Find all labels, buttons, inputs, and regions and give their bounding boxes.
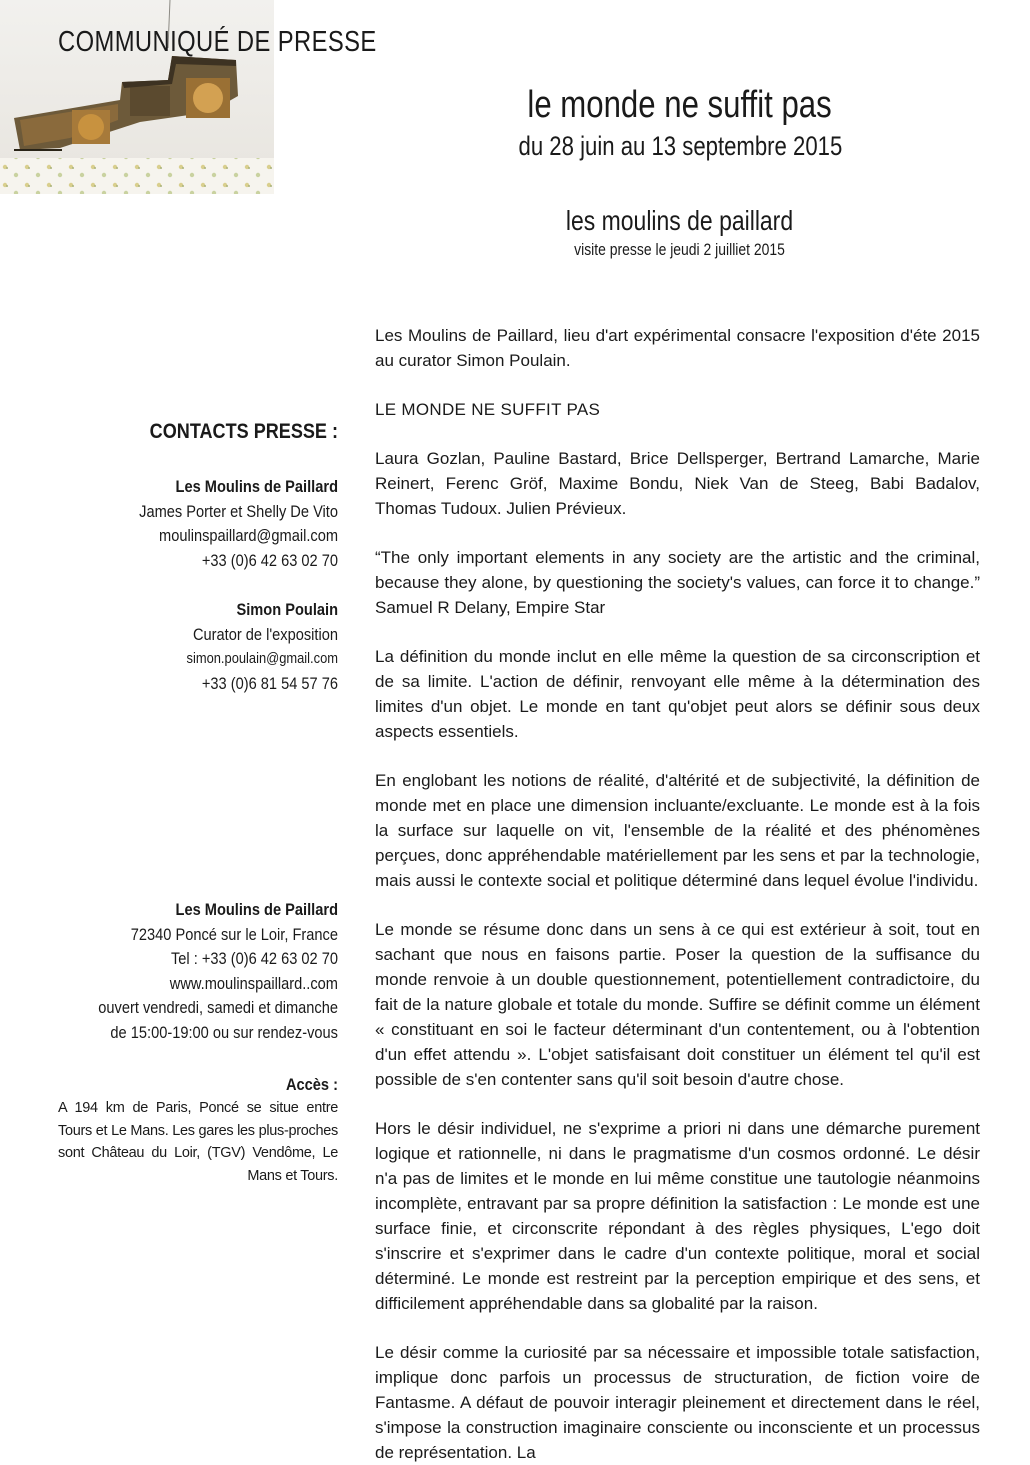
contacts-heading (38, 420, 338, 445)
access-heading-text: Accès : (285, 1075, 338, 1094)
venue-hours-2: de 15:00-19:00 ou sur rendez-vous (110, 1022, 338, 1042)
exhibition-heading: LE MONDE NE SUFFIT PAS (375, 400, 601, 419)
contact-curator-role: Curator de l'exposition (192, 624, 338, 644)
paragraph-4: Hors le désir individuel, ne s'exprime a priori ni dans une démarche purement logique et rationnelle, ni dans le pragmatisme d'un cosmos ordonné. Le désir n'a pas de limites et le monde en lui même constitue une tautologie néanmoins incomplète, entravant par sa propre définition la satisfaction : Le monde est une surface finie, et circonscrite répondant à des règles physiques, L'ego doit s'inscrire et s'exprimer dans le cadre d'un contexte politique, moral et social déterminé. Le monde est restreint par la perception empirique et des sens, et difficilement appréhendable dans sa globalité par la raison. (375, 1119, 980, 1313)
exhibition-title (440, 84, 920, 127)
venue-title-text: les moulins de paillard (566, 205, 794, 236)
venue-name: Les Moulins de Paillard (175, 900, 338, 919)
artists-list: Laura Gozlan, Pauline Bastard, Brice Dellsperger, Bertrand Lamarche, Marie Reinert, Ferenc Gröf, Maxime Bondu, Niek Van de Steeg, Babi Badalov, Thomas Tudoux. Julien Prévieux. (375, 449, 980, 518)
paragraph-2: En englobant les notions de réalité, d'altérité et de subjectivité, la définition de monde met en place une dimension incluante/excluante. Le monde est à la fois la surface sur laquelle on vit, l'ensemble de la réalité et des phénomènes perçues, donc appréhendable matériellement par les sens et par la technologie, mais aussi le contexte social et politique déterminé dans lequel évolue l'individu. (375, 771, 980, 890)
paragraph-1: La définition du monde inclut en elle même la question de sa circonscription et de sa limite. L'action de définir, renvoyant elle même à la détermination des limites d'un objet. Le monde en tant qu'objet peut alors se définir sous deux aspects essentiels. (375, 647, 980, 741)
venue-phone: Tel : +33 (0)6 42 63 02 70 (170, 949, 338, 968)
paragraph-3: Le monde se résume donc dans un sens à ce qui est extérieur à soit, tout en sachant que nous en faisons partie. Poser la question de la suffisance du monde renvoie à un double questionnement, potentiellement contradictoire, du fait de la nature globale et totale du monde. Suffire se définit comme un élément « constituant en soi le facteur déterminant d'un contentement, ou à l'obtention d'un effet attendu ». L'objet satisfaisant doit constituer un élément tel qu'il est possible de s'en contenter sans qu'il soit besoin d'autre chose. (375, 920, 980, 1089)
contact-org-email[interactable]: moulinspaillard@gmail.com (159, 526, 338, 545)
access-heading (38, 1073, 338, 1098)
exhibition-title-text: le monde ne suffit pas (527, 84, 833, 126)
exhibition-dates (440, 131, 920, 162)
page-title: COMMUNIQUÉ DE PRESSE (58, 26, 377, 58)
press-visit-text: visite presse le jeudi 2 juilliet 2015 (574, 240, 786, 259)
contact-org-name: Les Moulins de Paillard (175, 477, 338, 496)
intro-paragraph: Les Moulins de Paillard, lieu d'art expérimental consacre l'exposition d'éte 2015 au curator Simon Poulain. (375, 326, 980, 370)
venue-info (38, 898, 338, 1045)
contact-organisation (38, 475, 338, 573)
contact-org-phone: +33 (0)6 42 63 02 70 (201, 550, 338, 570)
contact-curator-phone: +33 (0)6 81 54 57 76 (201, 673, 338, 693)
contacts-heading-text: CONTACTS PRESSE : (149, 420, 338, 443)
venue-address: 72340 Poncé sur le Loir, France (130, 924, 338, 944)
press-release-body (375, 323, 980, 1465)
press-visit (440, 240, 920, 260)
contact-curator-email[interactable]: simon.poulain@gmail.com (186, 650, 338, 667)
paragraph-5: Le désir comme la curiosité par sa nécessaire et impossible totale satisfaction, implique donc parfois un processus de structuration, de fiction voire de Fantasme. A défaut de pouvoir interagir pleinement et directement dans le réel, s'impose la construction imaginaire consciente ou inconsciente et un processus de représentation. La (375, 1343, 980, 1462)
contact-curator-name: Simon Poulain (236, 600, 338, 619)
access-text: A 194 km de Paris, Poncé se situe entre Tours et Le Mans. Les gares les plus-proches sont Château du Loir, (TGV) Vendôme, Le Mans et Tours. (58, 1100, 338, 1184)
venue-hours-1: ouvert vendredi, samedi et dimanche (98, 998, 338, 1017)
contact-curator (38, 598, 338, 696)
venue-title (440, 205, 920, 237)
venue-website[interactable]: www.moulinspaillard..com (169, 973, 338, 993)
exhibition-dates-text: du 28 juin au 13 septembre 2015 (518, 131, 842, 161)
contact-org-people: James Porter et Shelly De Vito (139, 501, 338, 521)
quote-paragraph: “The only important elements in any society are the artistic and the criminal, because they alone, by questioning the society's values, can force it to change.” Samuel R Delany, Empire Star (375, 548, 980, 617)
